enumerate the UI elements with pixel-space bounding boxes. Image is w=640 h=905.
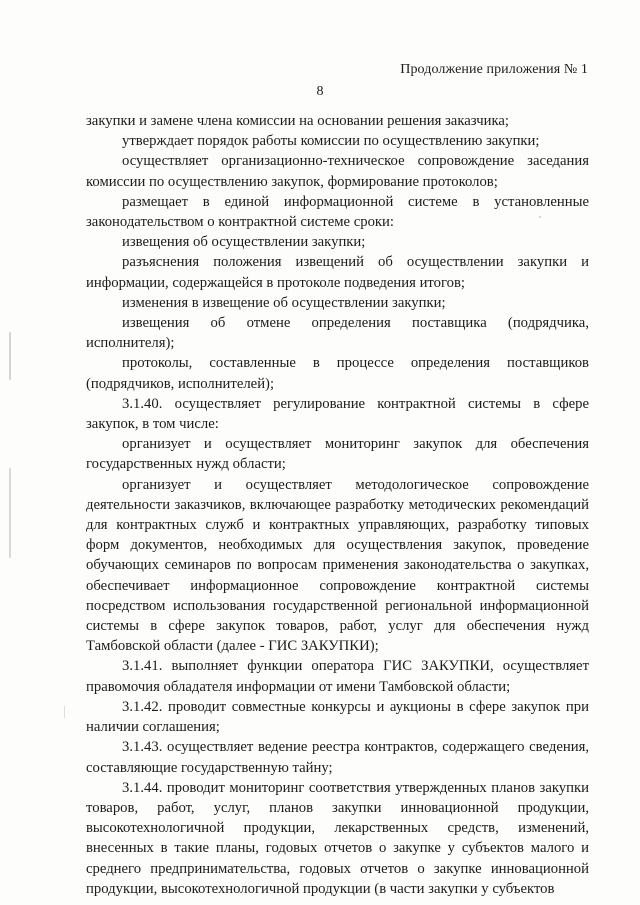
page-number: 8 — [316, 84, 324, 99]
scan-speck — [64, 706, 65, 718]
scan-speck — [539, 216, 541, 218]
paragraph: размещает в единой информационной системе в установленные законодательством о контрактной системе сроки: — [86, 193, 589, 231]
paragraph: осуществляет организационно-техническое сопровождение заседания комиссии по осуществлению закупок, формирование протоколов; — [86, 153, 589, 190]
appendix-continuation-note: Продолжение приложения № 1 — [400, 62, 588, 77]
paragraph: 3.1.41. выполняет функции оператора ГИС ЗАКУПКИ, осуществляет правомочия обладателя информации от имени Тамбовской области; — [86, 658, 589, 695]
document-body — [86, 111, 589, 899]
paragraph: извещения об осуществлении закупки; — [122, 234, 366, 251]
paragraph: 3.1.43. осуществляет ведение реестра контрактов, содержащего сведения, составляющие государственную тайну; — [86, 739, 589, 776]
paragraph: 3.1.40. осуществляет регулирование контрактной системы в сфере закупок, в том числе: — [86, 395, 589, 433]
paragraph: изменения в извещение об осуществлении закупки; — [122, 294, 446, 311]
paragraph: извещения об отмене определения поставщика (подрядчика, исполнителя); — [86, 315, 589, 352]
paragraph: утверждает порядок работы комиссии по осуществлению закупки; — [122, 133, 540, 150]
paragraph: 3.1.42. проводит совместные конкурсы и аукционы в сфере закупок при наличии соглашения; — [86, 698, 589, 736]
paragraph: закупки и замене члена комиссии на основании решения заказчика; — [86, 113, 510, 129]
paragraph: организует и осуществляет методологическое сопровождение деятельности заказчиков, включающее разработку методических рекомендаций для контрактных служб и контрактных управляющих, разработку типовых форм документов, необходимых для осуществления закупок, проведение обучающих семинаров по вопросам применения законодательства о закупках, обеспечивает информационное сопровождение контрактной системы посредством использования государственной региональной информационной системы в сфере закупок товаров, работ, услуг для обеспечения нужд Тамбовской области (далее - ГИС ЗАКУПКИ); — [86, 476, 589, 655]
paragraph: организует и осуществляет мониторинг закупок для обеспечения государственных нужд области; — [86, 436, 589, 473]
scan-speck — [9, 332, 11, 380]
scan-speck — [9, 468, 11, 558]
paragraph: разъяснения положения извещений об осуществлении закупки и информации, содержащейся в протоколе подведения итогов; — [86, 254, 589, 291]
paragraph: протоколы, составленные в процессе определения поставщиков (подрядчиков, исполнителей); — [86, 355, 589, 392]
paragraph: 3.1.44. проводит мониторинг соответствия утвержденных планов закупки товаров, работ, услуг, планов закупки инновационной продукции, высокотехнологичной продукции, лекарственных средств, изменений, внесенных в такие планы, годовых отчетов о закупке у субъектов малого и среднего предпринимательства, годовых отчетов о закупке инновационной продукции, высокотехнологичной продукции (в части закупки у субъектов — [86, 779, 589, 897]
